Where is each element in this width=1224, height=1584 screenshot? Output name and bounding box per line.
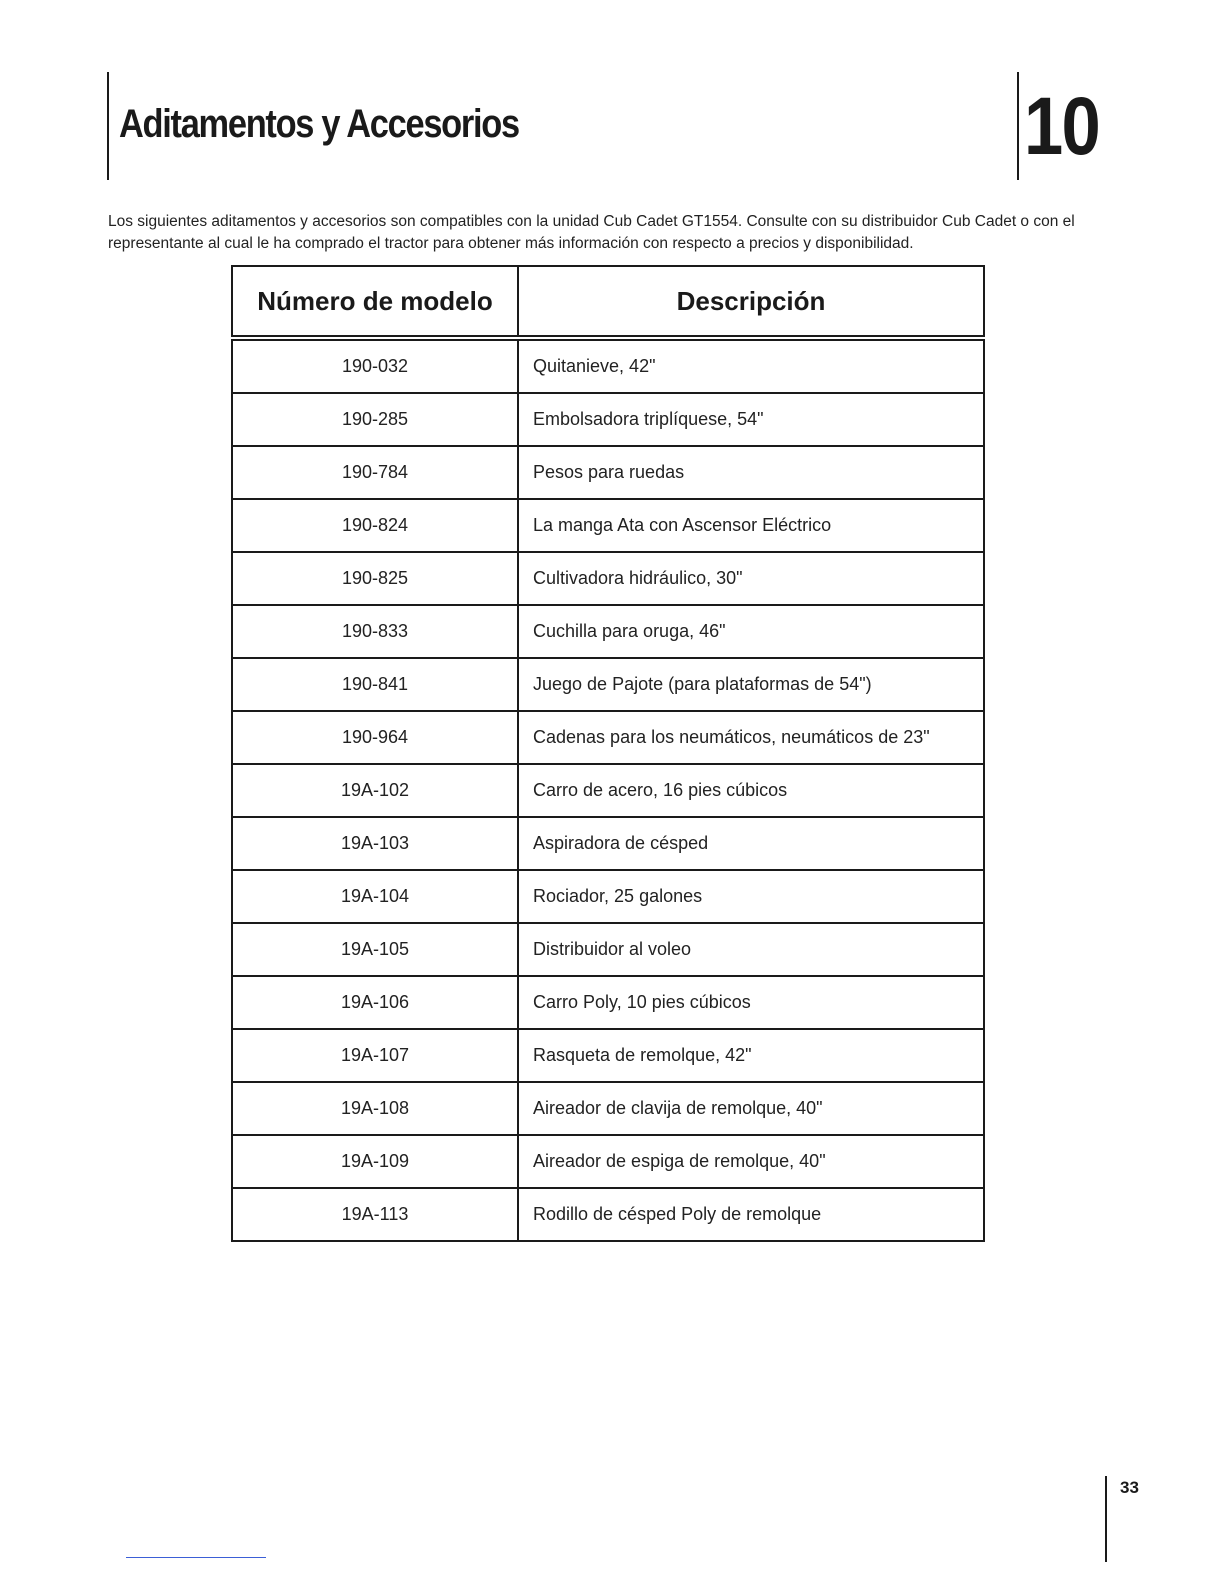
table-row [232, 1082, 984, 1135]
table-row [232, 658, 984, 711]
page-title: Aditamentos y Accesorios [119, 102, 519, 146]
column-header-description: Descripción [518, 266, 984, 338]
table-row [232, 552, 984, 605]
model-number-cell: 19A-113 [232, 1188, 518, 1241]
model-number-cell: 19A-104 [232, 870, 518, 923]
description-cell: Juego de Pajote (para plataformas de 54") [518, 658, 984, 711]
table-row [232, 711, 984, 764]
description-cell: Pesos para ruedas [518, 446, 984, 499]
model-number-cell: 190-824 [232, 499, 518, 552]
description-cell: Rasqueta de remolque, 42" [518, 1029, 984, 1082]
footer-line [126, 1557, 266, 1558]
description-cell: Cadenas para los neumáticos, neumáticos de 23" [518, 711, 984, 764]
chapter-number: 10 [1024, 81, 1100, 172]
table-row [232, 870, 984, 923]
table-row [232, 817, 984, 870]
table-header [232, 266, 984, 338]
model-number-cell: 190-784 [232, 446, 518, 499]
model-number-cell: 190-841 [232, 658, 518, 711]
table-row [232, 976, 984, 1029]
model-number-cell: 19A-103 [232, 817, 518, 870]
description-cell: Cuchilla para oruga, 46" [518, 605, 984, 658]
model-number-cell: 19A-109 [232, 1135, 518, 1188]
table-row [232, 1135, 984, 1188]
model-number-cell: 19A-108 [232, 1082, 518, 1135]
description-cell: Quitanieve, 42" [518, 338, 984, 393]
table-row [232, 338, 984, 393]
model-number-cell: 190-825 [232, 552, 518, 605]
description-cell: Rociador, 25 galones [518, 870, 984, 923]
description-cell: Aireador de clavija de remolque, 40" [518, 1082, 984, 1135]
chapter-divider [1017, 72, 1019, 180]
model-number-cell: 190-964 [232, 711, 518, 764]
model-number-cell: 190-285 [232, 393, 518, 446]
table-row [232, 393, 984, 446]
model-number-cell: 19A-106 [232, 976, 518, 1029]
table-row [232, 1029, 984, 1082]
model-number-cell: 19A-102 [232, 764, 518, 817]
intro-paragraph: Los siguientes aditamentos y accesorios son compatibles con la unidad Cub Cadet GT1554. Consulte con su distribuidor Cub Cadet o con el representante al cual le ha comprado el tractor para obtener más información con respecto a precios y disponibilidad. [108, 213, 1075, 252]
column-header-model: Número de modelo [232, 266, 518, 338]
table-row [232, 446, 984, 499]
title-divider [107, 72, 109, 180]
table-row [232, 499, 984, 552]
table-body [232, 338, 984, 1241]
model-number-cell: 19A-107 [232, 1029, 518, 1082]
accessories-table [231, 265, 985, 1242]
description-cell: Aspiradora de césped [518, 817, 984, 870]
description-cell: La manga Ata con Ascensor Eléctrico [518, 499, 984, 552]
description-cell: Distribuidor al voleo [518, 923, 984, 976]
description-cell: Aireador de espiga de remolque, 40" [518, 1135, 984, 1188]
table-row [232, 1188, 984, 1241]
model-number-cell: 190-032 [232, 338, 518, 393]
description-cell: Carro Poly, 10 pies cúbicos [518, 976, 984, 1029]
model-number-cell: 190-833 [232, 605, 518, 658]
table-header-row [232, 266, 984, 338]
table-row [232, 923, 984, 976]
page-number: 33 [1120, 1478, 1139, 1497]
table-row [232, 605, 984, 658]
model-number-cell: 19A-105 [232, 923, 518, 976]
description-cell: Carro de acero, 16 pies cúbicos [518, 764, 984, 817]
accessories-table-container [231, 265, 983, 1242]
description-cell: Embolsadora triplíquese, 54" [518, 393, 984, 446]
page-number-divider [1105, 1476, 1107, 1562]
table-row [232, 764, 984, 817]
description-cell: Rodillo de césped Poly de remolque [518, 1188, 984, 1241]
description-cell: Cultivadora hidráulico, 30" [518, 552, 984, 605]
